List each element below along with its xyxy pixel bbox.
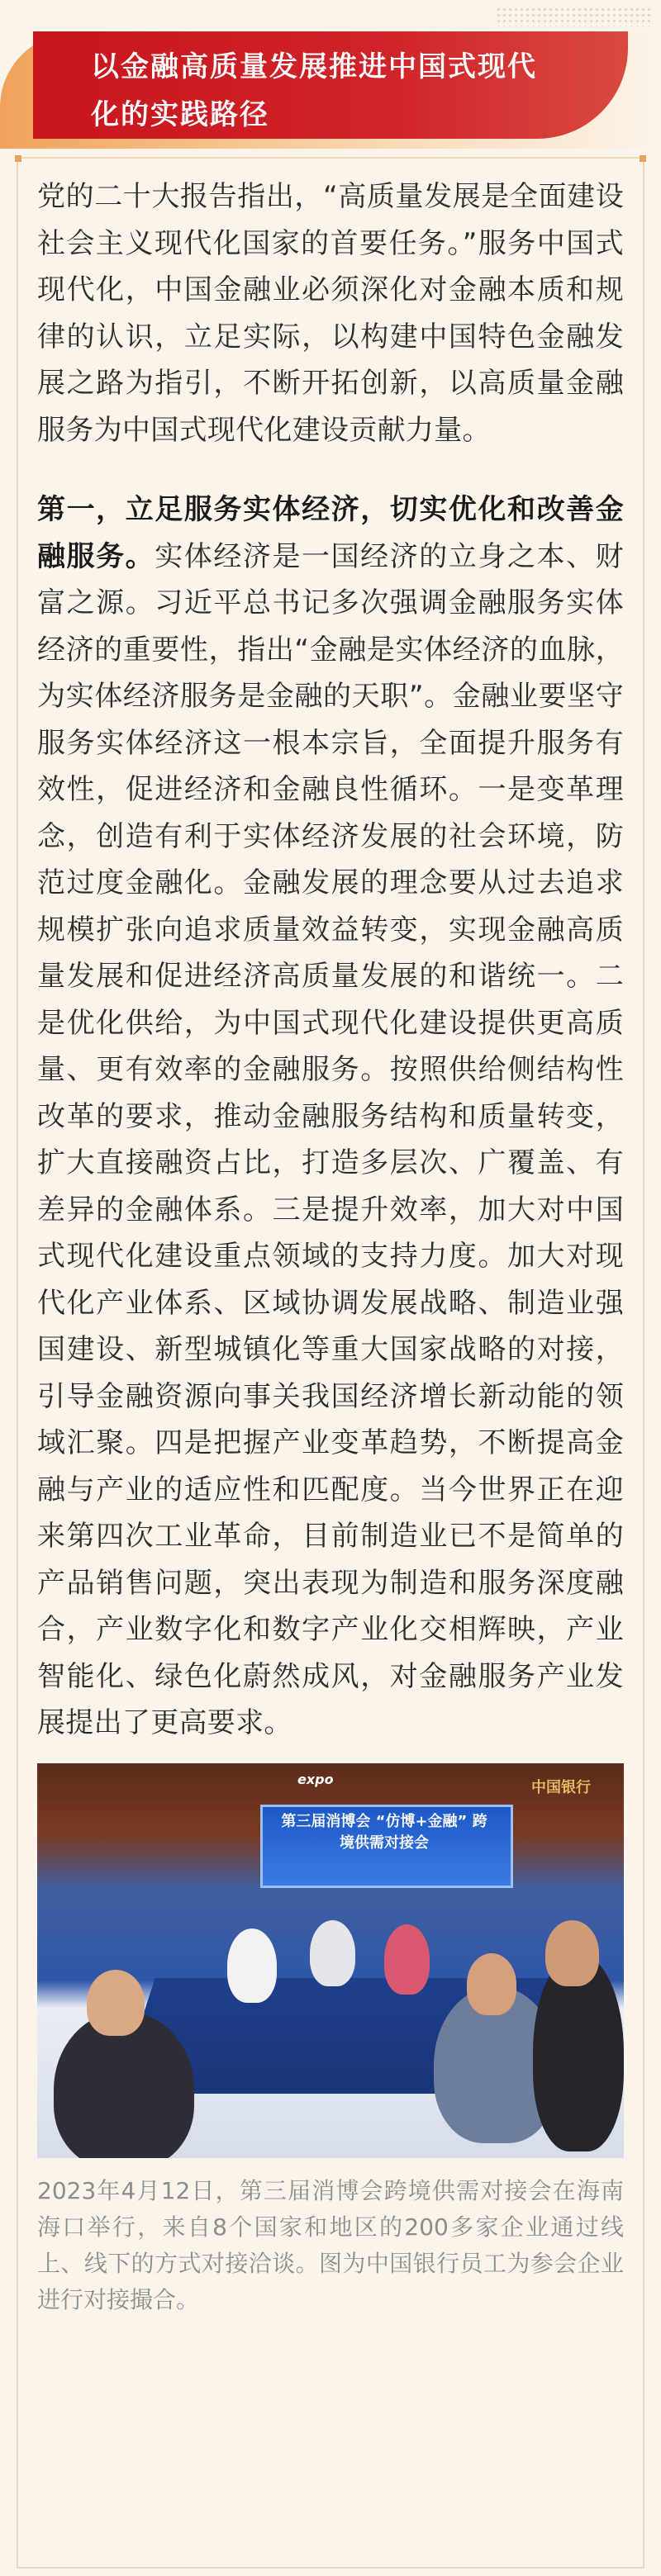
photo-caption: 2023年4月12日，第三届消博会跨境供需对接会在海南海口举行，来自8个国家和地区的200多家企业通过线上、线下的方式对接洽谈。图为中国银行员工为参会企业进行对接撮合。	[37, 2176, 624, 2313]
person-figure	[87, 1970, 145, 2036]
banner-red-band	[33, 31, 628, 139]
frame-corner-mark	[15, 155, 21, 162]
article-title-line-2: 化的实践路径	[91, 98, 269, 131]
person-figure	[310, 1920, 355, 1986]
frame-corner-mark	[640, 155, 646, 162]
article-body	[37, 173, 624, 2341]
person-figure	[467, 1953, 516, 2015]
person-figure	[384, 1924, 430, 1995]
person-figure	[545, 1920, 599, 1986]
event-screen-text: 第三届消博会 “仿博+金融” 跨境供需对接会	[281, 1812, 487, 1852]
expo-logo: expo	[297, 1771, 334, 1787]
article-title-line-1: 以金融高质量发展推进中国式现代	[91, 50, 537, 83]
header-banner	[0, 0, 661, 153]
section-1-paragraph	[37, 486, 624, 1747]
intro-paragraph: 党的二十大报告指出，“高质量发展是全面建设社会主义现代化国家的首要任务。”服务中国式现代化，中国金融业必须深化对金融本质和规律的认识，立足实际，以构建中国特色金融发展之路为指引，不断开拓创新，以高质量金融服务为中国式现代化建设贡献力量。	[37, 180, 624, 447]
bank-logo: 中国银行	[531, 1778, 591, 1796]
person-figure	[227, 1928, 277, 2003]
section-1-heading: 第一，立足服务实体经济，切实优化和改善金融服务。	[37, 493, 624, 573]
decorative-dot-pattern	[496, 7, 653, 26]
news-photo	[37, 1763, 624, 2158]
section-1-body: 实体经济是一国经济的立身之本、财富之源。习近平总书记多次强调金融服务实体经济的重要性，指出“金融是实体经济的血脉，为实体经济服务是金融的天职”。金融业要坚守服务实体经济这一根本宗旨，全面提升服务有效性，促进经济和金融良性循环。一是变革理念，创造有利于实体经济发展的社会环境，防范过度金融化。金融发展的理念要从过去追求规模扩张向追求质量效益转变，实现金融高质量发展和促进经济高质量发展的和谐统一。二是优化供给，为中国式现代化建设提供更高质量、更有效率的金融服务。按照供给侧结构性改革的要求，推动金融服务结构和质量转变，扩大直接融资占比，打造多层次、广覆盖、有差异的金融体系。三是提升效率，加大对中国式现代化建设重点领域的支持力度。加大对现代化产业体系、区域协调发展战略、制造业强国建设、新型城镇化等重大国家战略的对接，引导金融资源向事关我国经济增长新动能的领域汇聚。四是把握产业变革趋势，不断提高金融与产业的适应性和匹配度。当今世界正在迎来第四次工业革命，目前制造业已不是简单的产品销售问题，突出表现为制造和服务深度融合，产业数字化和数字产业化交相辉映，产业智能化、绿色化蔚然成风，对金融服务产业发展提出了更高要求。	[37, 539, 624, 1739]
